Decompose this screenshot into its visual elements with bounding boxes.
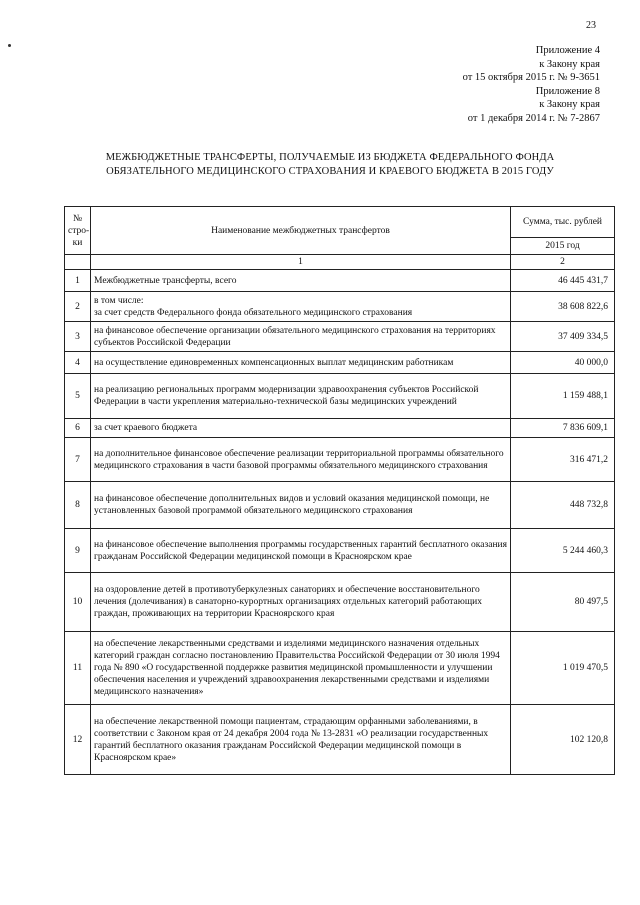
row-sum: 448 732,8: [511, 482, 615, 529]
header-num: № стро-ки: [65, 207, 91, 255]
table-row: [65, 705, 615, 775]
header-year: 2015 год: [511, 238, 615, 255]
row-number: 5: [65, 374, 91, 419]
header-empty-cell: [65, 255, 91, 270]
header-col-index-2: 2: [511, 255, 615, 270]
row-number: 4: [65, 352, 91, 374]
row-sum: 1 019 470,5: [511, 632, 615, 705]
row-number: 2: [65, 292, 91, 322]
row-sum: 316 471,2: [511, 438, 615, 482]
row-sum: 5 244 460,3: [511, 529, 615, 573]
row-number: 11: [65, 632, 91, 705]
header-col-index-1: 1: [91, 255, 511, 270]
row-number: 7: [65, 438, 91, 482]
appendix-line: к Закону края: [539, 58, 600, 70]
title-line: ОБЯЗАТЕЛЬНОГО МЕДИЦИНСКОГО СТРАХОВАНИЯ И КРАЕВОГО БЮДЖЕТА В 2015 ГОДУ: [106, 166, 554, 177]
table-row: [65, 352, 615, 374]
row-name: на обеспечение лекарственной помощи пациентам, страдающим орфанными заболеваниями, в соответствии с Законом края от 24 декабря 2004 года № 13-2831 «О реализации государственных гарантий бесплатного оказания гражданам Российской Федерации медицинской помощи в Красноярском крае»: [91, 705, 511, 775]
table-row: [65, 322, 615, 352]
row-sum: 46 445 431,7: [511, 270, 615, 292]
table-row: [65, 529, 615, 573]
table-row: [65, 482, 615, 529]
title-line: МЕЖБЮДЖЕТНЫЕ ТРАНСФЕРТЫ, ПОЛУЧАЕМЫЕ ИЗ БЮДЖЕТА ФЕДЕРАЛЬНОГО ФОНДА: [105, 152, 555, 163]
appendix-line: к Закону края: [539, 99, 600, 110]
row-name: на финансовое обеспечение организации обязательного медицинского страхования на территориях субъектов Российской Федерации: [91, 322, 511, 352]
document-title: [60, 151, 600, 179]
table-body: [65, 270, 615, 775]
row-sum: 37 409 334,5: [511, 322, 615, 352]
row-name: на оздоровление детей в противотуберкулезных санаториях и обеспечение восстановительного лечения (долечивания) в санаторно-курортных организациях отдельных категорий работающих граждан, проживающих на территории Красноярского края: [91, 573, 511, 632]
header-sum: Сумма, тыс. рублей: [511, 207, 615, 238]
appendix-line: Приложение 8: [535, 85, 600, 97]
row-name: на дополнительное финансовое обеспечение реализации территориальной программы обязательного медицинского страхования в части базовой программы обязательного медицинского страхования: [91, 438, 511, 482]
row-name: в том числе: за счет средств Федерального фонда обязательного медицинского страхования: [91, 292, 511, 322]
row-number: 10: [65, 573, 91, 632]
row-name: на реализацию региональных программ модернизации здравоохранения субъектов Российской Федерации в части укрепления материально-технической базы медицинских учреждений: [91, 374, 511, 419]
row-number: 9: [65, 529, 91, 573]
table-row: [65, 438, 615, 482]
row-number: 6: [65, 419, 91, 438]
appendix-line: Приложение 4: [535, 45, 600, 56]
table-row: [65, 573, 615, 632]
row-number: 8: [65, 482, 91, 529]
table-row: [65, 292, 615, 322]
row-sum: 7 836 609,1: [511, 419, 615, 438]
row-sum: 1 159 488,1: [511, 374, 615, 419]
appendix-line: от 15 октября 2015 г. № 9-3651: [462, 72, 600, 83]
row-number: 3: [65, 322, 91, 352]
table-row: [65, 270, 615, 292]
appendix-line: от 1 декабря 2014 г. № 7-2867: [467, 112, 600, 124]
row-name: на осуществление единовременных компенсационных выплат медицинским работникам: [91, 352, 511, 374]
row-sum: 102 120,8: [511, 705, 615, 775]
row-name: за счет краевого бюджета: [91, 419, 511, 438]
table-row: [65, 374, 615, 419]
row-name: на финансовое обеспечение дополнительных видов и условий оказания медицинской помощи, не установленных базовой программой обязательного медицинского страхования: [91, 482, 511, 529]
header-name: Наименование межбюджетных трансфертов: [91, 207, 511, 255]
page-number: 23: [586, 20, 596, 31]
transfers-table: [64, 206, 615, 775]
table-row: [65, 419, 615, 438]
row-name: на финансовое обеспечение выполнения программы государственных гарантий бесплатного оказания гражданам Российской Федерации медицинской помощи в Красноярском крае: [91, 529, 511, 573]
row-name: Межбюджетные трансферты, всего: [91, 270, 511, 292]
scan-dot: [8, 44, 11, 47]
row-sum: 80 497,5: [511, 573, 615, 632]
row-name: на обеспечение лекарственными средствами и изделиями медицинского назначения отдельных категорий граждан согласно постановлению Правительства Российской Федерации от 30 июля 1994 года № 890 «О государственной поддержке развития медицинской промышленности и улучшении обеспечения населения и учреждений здравоохранения лекарственными средствами и изделиями медицинского назначения»: [91, 632, 511, 705]
appendix-block: [463, 44, 600, 125]
row-number: 12: [65, 705, 91, 775]
table-row: [65, 632, 615, 705]
row-sum: 38 608 822,6: [511, 292, 615, 322]
row-sum: 40 000,0: [511, 352, 615, 374]
row-number: 1: [65, 270, 91, 292]
